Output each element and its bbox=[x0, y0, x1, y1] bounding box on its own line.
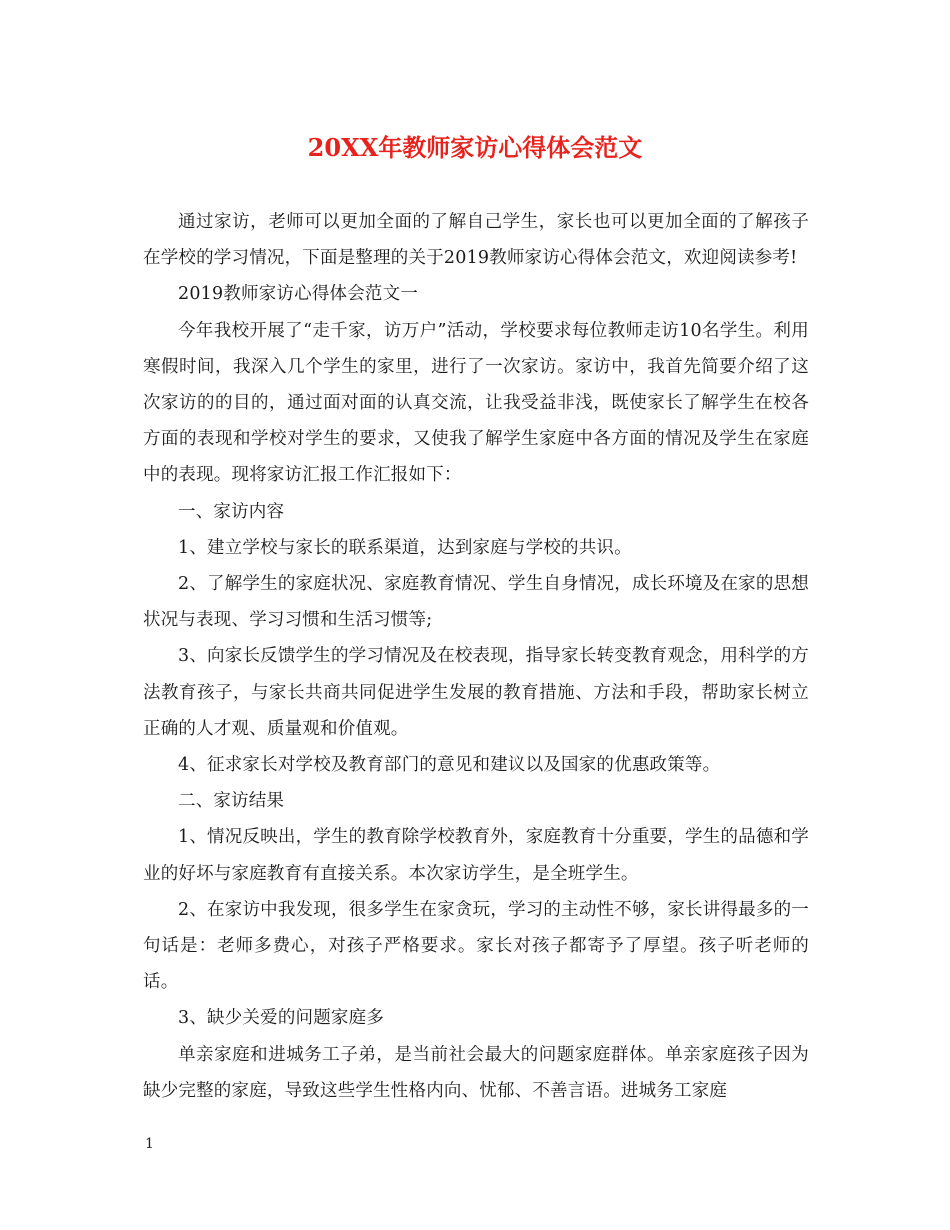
section-heading: 二、家访结果 bbox=[178, 791, 285, 812]
page-number: 1 bbox=[145, 1136, 154, 1152]
list-item: 1、情况反映出，学生的教育除学校教育外，家庭教育十分重要，学生的品德和学业的好坏与家庭教育有直接关系。本次家访学生，是全班学生。 bbox=[143, 827, 809, 884]
list-item: 2、了解学生的家庭状况、家庭教育情况、学生自身情况，成长环境及在家的思想状况与表现、学习习惯和生活习惯等; bbox=[143, 574, 809, 631]
document-body bbox=[143, 204, 809, 1109]
list-item: 1、建立学校与家长的联系渠道，达到家庭与学校的共识。 bbox=[178, 537, 632, 558]
list-item: 3、缺少关爱的问题家庭多 bbox=[178, 1008, 385, 1029]
paragraph: 单亲家庭和进城务工子弟，是当前社会最大的问题家庭群体。单亲家庭孩子因为缺少完整的家庭，导致这些学生性格内向、忧郁、不善言语。进城务工家庭 bbox=[143, 1044, 809, 1101]
document-title: 20XX年教师家访心得体会范文 bbox=[307, 133, 643, 162]
paragraph: 通过家访，老师可以更加全面的了解自己学生，家长也可以更加全面的了解孩子在学校的学习情况，下面是整理的关于2019教师家访心得体会范文，欢迎阅读参考! bbox=[143, 212, 809, 269]
section-heading: 一、家访内容 bbox=[178, 501, 285, 522]
list-item: 4、征求家长对学校及教育部门的意见和建议以及国家的优惠政策等。 bbox=[178, 755, 721, 776]
section-heading: 2019教师家访心得体会范文一 bbox=[178, 284, 419, 305]
paragraph: 今年我校开展了“走千家，访万户”活动，学校要求每位教师走访10名学生。利用寒假时间，我深入几个学生的家里，进行了一次家访。家访中，我首先简要介绍了这次家访的的目的，通过面对面的认真交流，让我受益非浅，既使家长了解学生在校各方面的表现和学校对学生的要求，又使我了解学生家庭中各方面的情况及学生在家庭中的表现。现将家访汇报工作汇报如下： bbox=[143, 320, 809, 486]
list-item: 2、在家访中我发现，很多学生在家贪玩，学习的主动性不够，家长讲得最多的一句话是：老师多费心，对孩子严格要求。家长对孩子都寄予了厚望。孩子听老师的话。 bbox=[143, 899, 809, 993]
list-item: 3、向家长反馈学生的学习情况及在校表现，指导家长转变教育观念，用科学的方法教育孩子，与家长共商共同促进学生发展的教育措施、方法和手段，帮助家长树立正确的人才观、质量观和价值观。 bbox=[143, 646, 809, 739]
